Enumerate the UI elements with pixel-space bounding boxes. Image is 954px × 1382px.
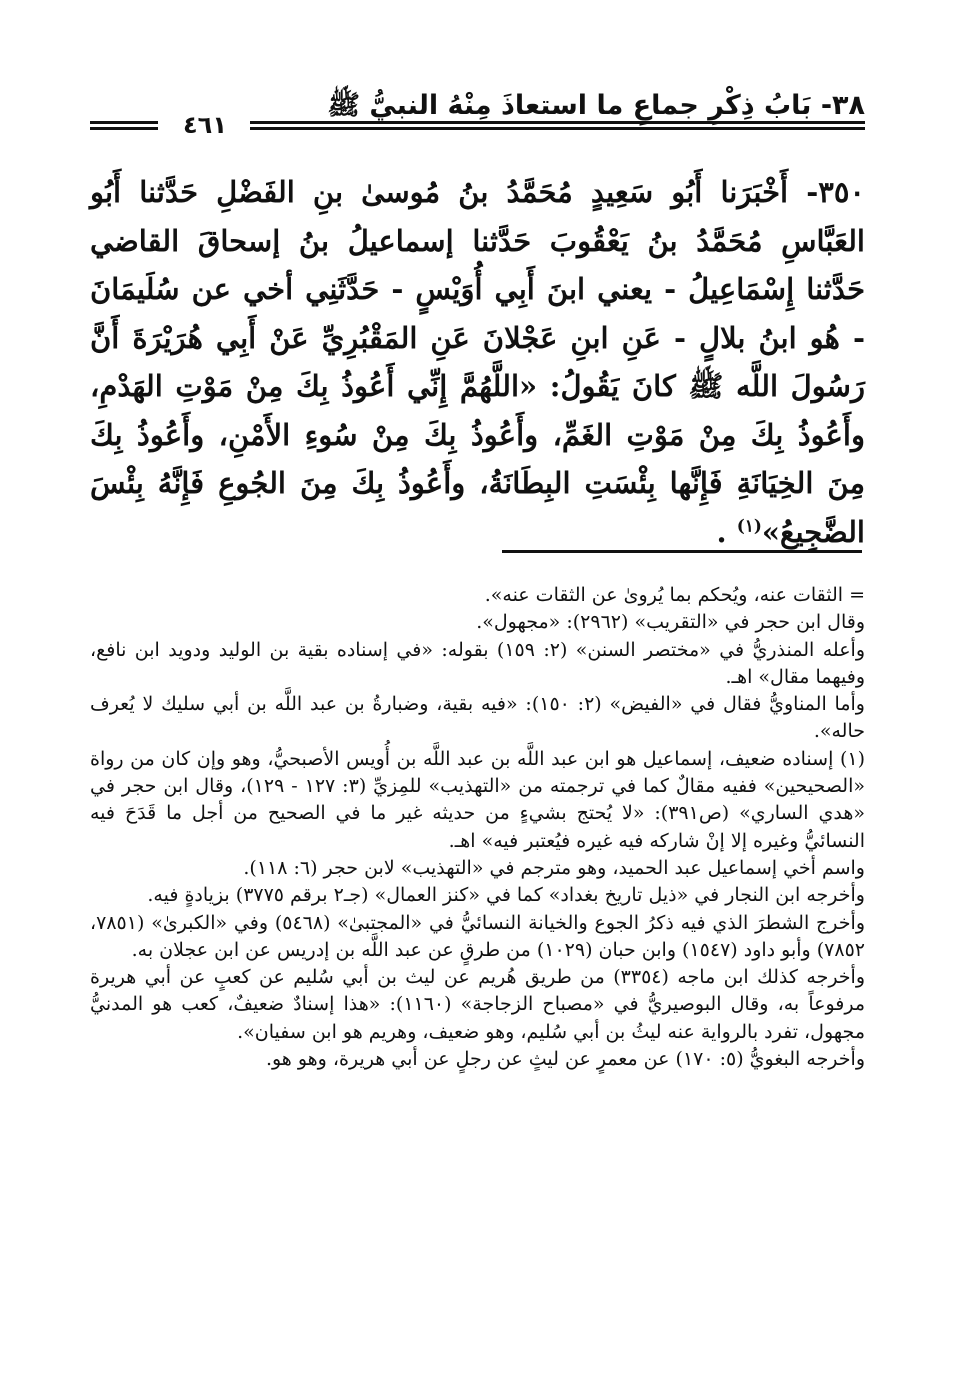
footnote-line: (١) إسناده ضعيف، إسماعيل هو ابن عبد اللَّه بن عبد اللَّه بن أُويس الأصبحيُّ، وهو وإن كان من رواة «الصحيحين» ففيه مقالٌ كما في ترجمته من «التهذيب» للمِزيِّ (٣: ١٢٧ - ١٢٩)، وقال ابن حجر في «هدي الساري» (ص٣٩١): «لا يُحتج بشيءٍ من حديثه غير ما في الصحيح من أجل ما قَدَحَ فيه النسائيُّ وغيره إلا إنْ شاركه فيه غيره فيُعتبر فيه» اهـ. xyxy=(90,747,865,852)
chapter-title: ٣٨- بَابُ ذِكْرِ جماعِ ما استعاذَ مِنْهُ النبيُّ ﷺ xyxy=(327,90,865,121)
footnote-line: وأخرجه البغويُّ (٥: ١٧٠) عن معمرٍ عن ليثٍ عن رجلٍ عن أبي هريرة، وهو هو. xyxy=(265,1048,865,1071)
header-rule xyxy=(250,127,865,130)
footnote-line: وأعله المنذريُّ في «مختصر السنن» (٢: ١٥٩) بقوله: «في إسناده بقية بن الوليد ودويد ابن نافع، وفيهما مقال» اهـ. xyxy=(90,638,866,688)
page-header xyxy=(90,86,865,146)
footnote-line: = الثقات عنه، ويُحكم بما يُروىٰ عن الثقات عنه». xyxy=(484,584,865,606)
footnote-line: وأخرجه كذلك ابن ماجه (٣٣٥٤) من طريق هُريم عن ليث بن أبي سُليم عن كعبٍ عن أبي هريرة مرفوعاً به، وقال البوصيريُّ في «مصباح الزجاجة» (١١٦٠): «هذا إسنادٌ ضعيفٌ، كعب هو المدنيُّ مجهول، تفرد بالرواية عنه ليثُ بن أبي سُليم، وهو ضعيف، وهريم هو ابن سفيان». xyxy=(90,966,866,1043)
hadith-end: . xyxy=(716,514,737,549)
header-rule xyxy=(250,121,865,124)
footnote-line: وأما المناويُّ فقال في «الفيض» (٢: ١٥٠): «فيه بقية، وضبارةُ بن عبد اللَّه بن أبي سليك لا يُعرف حاله». xyxy=(90,693,865,743)
hadith-body: حَدَّثنا إِسْمَاعِيلُ - يعني ابنَ أَبِي أُوَيْسٍ - حَدَّثَنِي أخي عن سُلَيمَانَ - هُو ابنُ بلالٍ - عَنِ ابنِ عَجْلانَ عَنِ المَقْبُرِيِّ عَنْ أَبِي هُرَيْرَةَ أَنَّ رَسُولَ اللَّه ﷺ كانَ يَقُولُ: «اللَّهُمَّ إِنِّي أَعُوذُ بِكَ مِنْ مَوْتِ الهَدْمِ، وأَعُوذُ بِكَ مِنْ مَوْتِ الغَمِّ، وأَعُوذُ بِكَ مِنْ سُوءِ الأَمْنِ، وأَعُوذُ بِكَ مِنَ الخِيَانَةِ فَإِنَّها بِئْسَتِ البِطَانَةُ، وأَعُوذُ بِكَ مِنَ الجُوعِ فَإِنَّهُ بِئْسَ الضَّجِيعُ» xyxy=(90,272,865,549)
footnote-line: وقال ابن حجر في «التقريب» (٢٩٦٢): «مجهول». xyxy=(476,611,865,634)
page-number: ٤٦١ xyxy=(168,112,242,138)
header-rule xyxy=(90,121,158,124)
hadith-text xyxy=(90,168,865,556)
footnote-line: وأخرج الشطرَ الذي فيه ذكرُ الجوع والخيانة النسائيُّ في «المجتبىٰ» (٥٤٦٨) وفي «الكبرىٰ» (٧٨٥١، ٧٨٥٢) وأبو داود (١٥٤٧) وابن حبان (١٠٢٩) من طرقٍ عن عبد اللَّه بن إدريس عن ابن عجلان به. xyxy=(90,911,865,961)
footnote-reference: (١) xyxy=(736,515,762,536)
footnote-line: واسم أخي إسماعيل عبد الحميد، وهو مترجم في «التهذيب» لابن حجر (٦: ١١٨). xyxy=(243,856,865,879)
footnotes xyxy=(90,582,865,1073)
hadith-number: ٣٥٠- xyxy=(806,175,865,209)
header-rule xyxy=(90,127,158,130)
footnote-separator xyxy=(502,550,862,553)
narrator-name: إسماعيلُ بنُ إسحاقَ القاضي xyxy=(90,223,454,258)
footnote-line: وأخرجه ابن النجار في «ذيل تاريخ بغداد» كما في «كنز العمال» (جـ٢ برقم ٣٧٧٥) بزيادةٍ فيه. xyxy=(147,884,865,907)
hadith-isnad-part1: أَخْبَرَنا أَبُو سَعِيدٍ مُحَمَّدُ بنُ مُوسىٰ بنِ الفَضْلِ حَدَّثنا أَبُو العَبَّاسِ مُحَمَّدُ بنُ يَعْقُوبَ حَدَّثنا xyxy=(90,175,865,258)
